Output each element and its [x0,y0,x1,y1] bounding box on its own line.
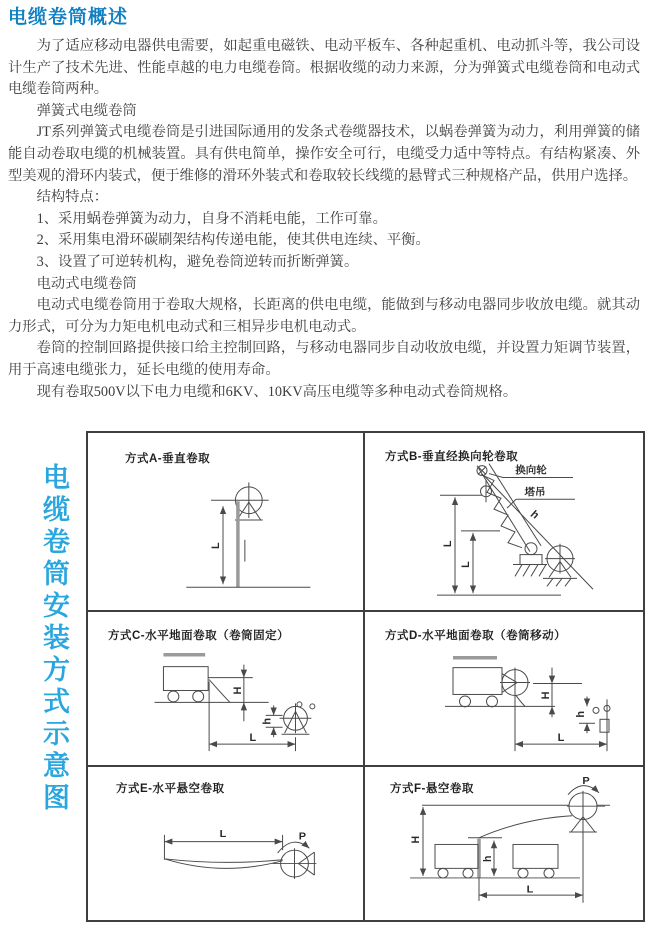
dim-label-h-capital: H [409,835,423,844]
dimension-l [479,822,583,903]
dim-label-l: L [557,732,565,745]
cable-anchor-post [593,699,610,751]
label-tower-crane [507,485,575,508]
svg-text:换向轮: 换向轮 [515,465,547,477]
svg-text:塔吊: 塔吊 [524,487,546,499]
dimension-h-capital [410,807,423,876]
dimension-l-outer [440,495,482,593]
dim-label-l: L [210,542,223,550]
panel-method-c [88,612,365,767]
panel-d-title: 方式D-水平地面卷取（卷筒移动） [385,630,567,642]
panel-e-title: 方式E-水平悬空卷取 [116,783,225,795]
panel-b-title: 方式B-垂直经换向轮卷取 [385,451,519,463]
panel-a-title: 方式A-垂直卷取 [125,453,211,465]
dimension-l [209,682,295,752]
hatched-base [513,565,547,577]
dim-label-l: L [219,827,227,840]
reel-icon [543,544,577,587]
panel-method-f [365,767,643,920]
page-title: 电缆卷筒概述 [8,7,129,28]
cart-icon [163,667,208,702]
dim-label-l: L [526,883,534,896]
dimension-h-small [482,841,494,876]
dimension-l-inner [460,531,500,593]
dim-label-l-outer: L [441,540,455,548]
reel-icon [273,848,317,879]
panel-f-title: 方式F-悬空卷取 [390,783,474,795]
reel-icon [280,702,315,734]
label-diverting-pulley [489,464,573,478]
panel-method-a [88,433,365,612]
dimension-h-small [575,696,595,733]
cart-icon-right [513,844,558,877]
paragraph: 电动式电缆卷筒用于卷取大规格，长距离的供电电缆，能做到与移动电器同步收放电缆。就其动力形式，可分为力矩电机电动式和三相异步电机电动式。 [8,297,640,335]
body-text [8,36,640,403]
paragraph: 结构特点： [36,189,109,206]
dim-label-h-small: h [574,710,588,718]
dimension-l [515,697,607,751]
panel-method-d [365,612,643,767]
paragraph: 3、设置了可逆转机构，避免卷筒逆转而折断弹簧。 [36,253,359,270]
dim-label-p: P [298,830,307,843]
dimension-h-small [262,705,283,737]
dimension-h-capital [232,665,244,722]
dim-label-h-small: h [481,855,495,863]
dimension-l [164,828,282,860]
dim-label-h-small: h [261,717,274,725]
installation-diagram-table [86,431,645,922]
paragraph: 现有卷取500V以下电力电缆和6KV、10KV高压电缆等多种电动式卷筒规格。 [36,383,518,400]
paragraph: 2、采用集电滑环碳刷架结构传递电能，使其供电连续、平衡。 [36,232,430,249]
cable-height-label: h [528,508,541,522]
cable-sag-curve [164,859,282,869]
paragraph: JT系列弹簧式电缆卷筒是引进国际通用的发条式卷缆器技术，以蜗卷弹簧为动力，利用弹簧的储能自动卷取电缆的机械装置。具有供电简单，操作安全可行，电缆受力适中等特点。有结构紧凑、外型美观的滑环内装式，便于维修的滑环外装式和卷取较长线缆的悬臂式三种规格产品，供用户选择。 [8,124,640,184]
cable-curve [516,695,525,706]
reel-icon [500,668,530,698]
panel-c-title: 方式C-水平地面卷取（卷筒固定） [108,630,290,642]
lower-pulley-icon [525,543,537,555]
dim-label-l-inner: L [459,561,473,568]
cable-curve [209,680,230,703]
paragraph: 电动式电缆卷筒 [36,275,137,292]
reel-icon [567,791,605,832]
crane-truss [477,464,547,577]
paragraph: 弹簧式电缆卷筒 [36,102,137,119]
dim-label-p: P [582,775,590,788]
text-section [8,2,640,403]
dim-label-l: L [249,732,257,745]
dim-label-h-capital: H [539,691,553,700]
panel-method-e [88,767,365,920]
paragraph: 卷筒的控制回路提供接口给主控制回路，与移动电器同步自动收放电缆，并设置力矩调节装置，用于高速电缆张力，延长电缆的使用寿命。 [8,340,640,378]
cable-curve [479,816,572,838]
dimension-h-capital [533,668,582,718]
paragraph: 1、采用蜗卷弹簧为动力，自身不消耗电能，工作可靠。 [36,210,387,227]
cart-icon-left [435,844,478,877]
panel-method-b [365,433,643,612]
dimension-l [210,506,223,584]
dim-label-h-capital: H [231,686,244,695]
cart-icon [453,668,502,707]
diagram-side-caption: 电缆卷筒安装方式示意图 [39,463,69,815]
paragraph: 为了适应移动电器供电需要，如起重电磁铁、电动平板车、各种起重机、电动抓斗等，我公司设计生产了技术先进、性能卓越的电力电缆卷筒。根据收缆的动力来源，分为弹簧式电缆卷筒和电动式电缆卷筒两种。 [8,38,640,98]
